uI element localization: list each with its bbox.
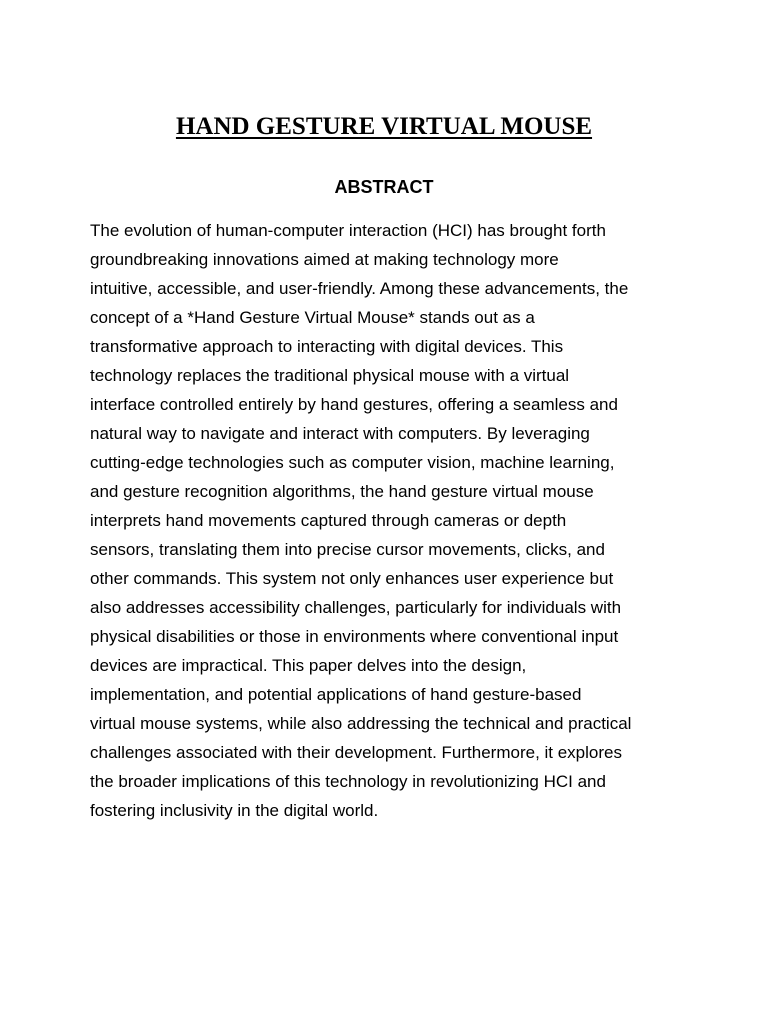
abstract-heading: ABSTRACT: [334, 177, 434, 197]
abstract-line: virtual mouse systems, while also addressing the technical and practical: [90, 714, 632, 733]
abstract-line: technology replaces the traditional physical mouse with a virtual: [90, 366, 570, 385]
abstract-line: intuitive, accessible, and user-friendly. Among these advancements, the: [90, 279, 629, 298]
abstract-line: The evolution of human-computer interaction (HCI) has brought forth: [90, 221, 606, 240]
abstract-line: sensors, translating them into precise cursor movements, clicks, and: [90, 540, 605, 559]
abstract-line: natural way to navigate and interact with computers. By leveraging: [90, 424, 590, 443]
document-title: HAND GESTURE VIRTUAL MOUSE: [175, 113, 593, 140]
abstract-paragraph: [90, 216, 690, 825]
abstract-line: other commands. This system not only enhances user experience but: [90, 569, 614, 588]
abstract-line: transformative approach to interacting with digital devices. This: [90, 337, 564, 356]
abstract-line: groundbreaking innovations aimed at making technology more: [90, 250, 559, 269]
abstract-line: interprets hand movements captured through cameras or depth: [90, 511, 567, 530]
abstract-line: also addresses accessibility challenges, particularly for individuals with: [90, 598, 622, 617]
abstract-line: physical disabilities or those in environments where conventional input: [90, 627, 619, 646]
abstract-line: fostering inclusivity in the digital world.: [90, 801, 379, 820]
abstract-line: devices are impractical. This paper delves into the design,: [90, 656, 527, 675]
abstract-line: concept of a *Hand Gesture Virtual Mouse* stands out as a: [90, 308, 535, 327]
abstract-line: challenges associated with their development. Furthermore, it explores: [90, 743, 622, 762]
abstract-line: the broader implications of this technology in revolutionizing HCI and: [90, 772, 606, 791]
abstract-line: interface controlled entirely by hand gestures, offering a seamless and: [90, 395, 618, 414]
abstract-line: and gesture recognition algorithms, the hand gesture virtual mouse: [90, 482, 594, 501]
abstract-line: implementation, and potential applications of hand gesture-based: [90, 685, 582, 704]
abstract-line: cutting-edge technologies such as computer vision, machine learning,: [90, 453, 615, 472]
